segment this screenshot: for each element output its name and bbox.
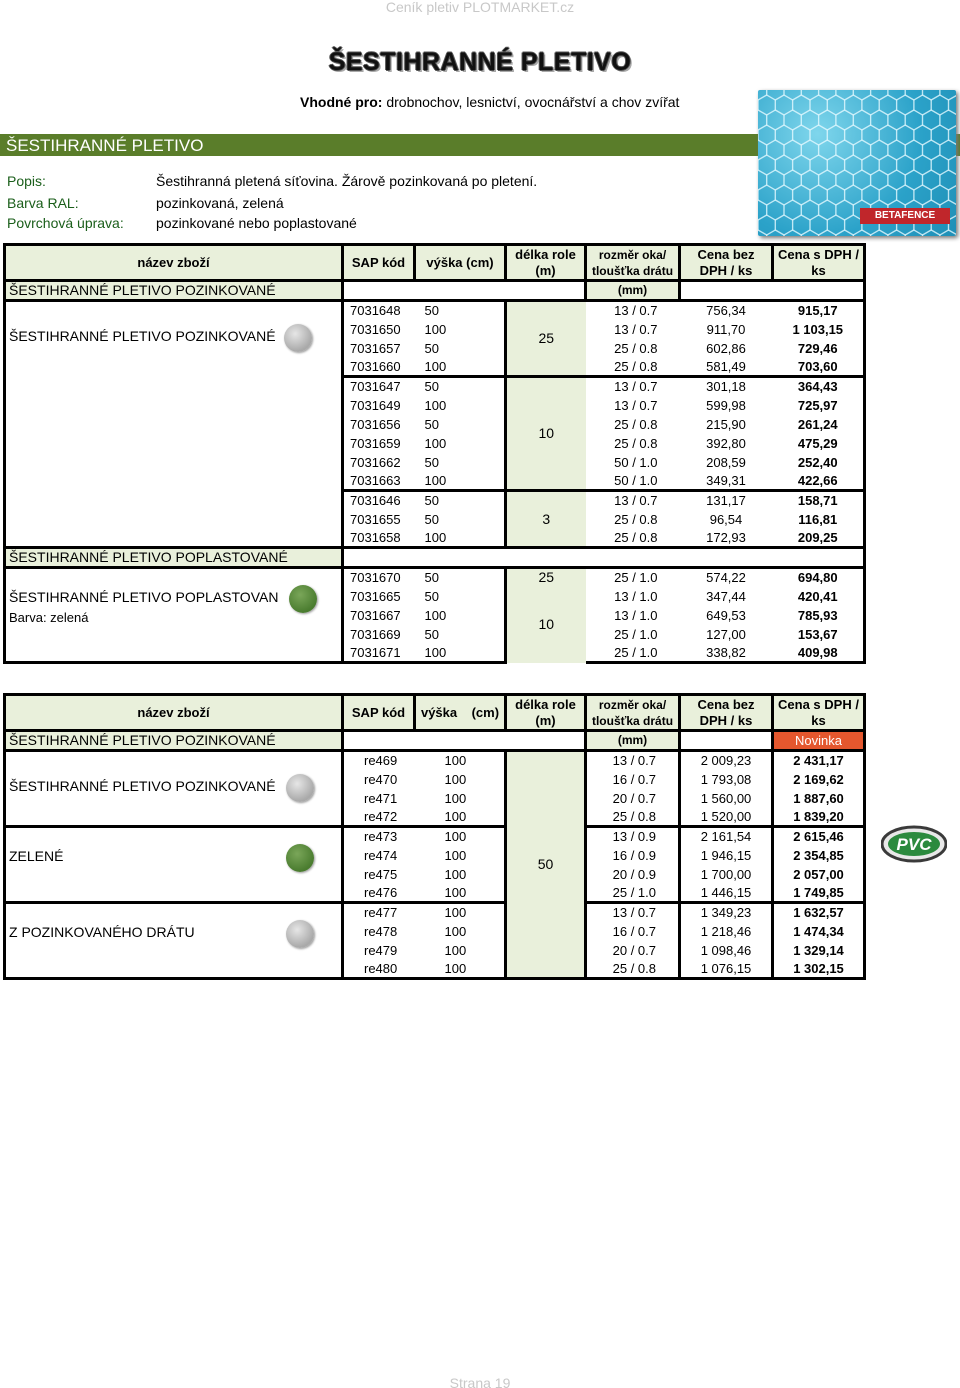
hdr-vyska: výška (cm) [415, 245, 506, 281]
height: 100 [424, 529, 447, 545]
price-vat: 158,71 [773, 491, 865, 510]
height: 100 [444, 923, 467, 939]
sap-code: 7031665 [343, 587, 415, 606]
price: 1 446,15 [680, 884, 773, 903]
price: 347,44 [706, 588, 746, 604]
price-vat: 1 302,15 [773, 960, 865, 979]
price: 1 218,46 [680, 922, 773, 941]
hdr2-rozmer: rozměr oka/ tloušťka drátu [586, 695, 680, 731]
hdr-rozmer: rozměr oka/ tloušťka drátu [586, 245, 680, 281]
height: 50 [424, 303, 439, 319]
page-footer: Strana 19 [449, 1375, 511, 1388]
hdr-delka: délka role (m) [506, 245, 586, 281]
sap-code: re471 [343, 789, 415, 808]
mesh-size: 13 / 0.7 [586, 377, 680, 396]
height: 100 [444, 808, 467, 824]
galvanized-swatch-icon [284, 324, 312, 352]
roll-length: 25 [506, 301, 586, 377]
mesh-size: 20 / 0.7 [586, 789, 680, 808]
sap-code: re476 [343, 884, 415, 903]
height: 100 [444, 942, 467, 958]
sap-code: 7031659 [343, 434, 415, 453]
height: 100 [415, 827, 506, 846]
green-swatch-icon [286, 844, 314, 872]
price: 1 098,46 [680, 941, 773, 960]
sap-code: 7031667 [343, 606, 415, 625]
product-name: ŠESTIHRANNÉ PLETIVO POZINKOVANÉ [9, 328, 276, 344]
group2-pozink: ŠESTIHRANNÉ PLETIVO POZINKOVANÉ [5, 731, 343, 751]
mesh-size: 25 / 0.8 [614, 511, 658, 527]
product-name-pozink2: ŠESTIHRANNÉ PLETIVO POZINKOVANÉ [9, 778, 276, 794]
hdr2-vyska: výška (cm) [415, 695, 506, 731]
height: 50 [424, 454, 439, 470]
pvc-logo-text: PVC [896, 835, 932, 854]
hdr2-rozmer-unit: (mm) [586, 731, 680, 751]
price-vat: 1 329,14 [773, 941, 865, 960]
mesh-size: 13 / 1.0 [614, 588, 658, 604]
mesh-size: 20 / 0.7 [586, 941, 680, 960]
price: 127,00 [706, 626, 746, 642]
hdr2-delka: délka role (m) [506, 695, 586, 731]
sap-code: 7031656 [343, 415, 415, 434]
height: 50 [415, 377, 506, 396]
mesh-size: 13 / 0.7 [586, 903, 680, 922]
price-vat: 1 839,20 [773, 808, 865, 827]
price-vat: 725,97 [773, 396, 865, 415]
table-row [5, 301, 865, 320]
mesh-size: 25 / 0.8 [614, 416, 658, 432]
height: 100 [444, 771, 467, 787]
price: 911,70 [706, 321, 746, 337]
novinka-badge: Novinka [773, 731, 865, 751]
price: 1 700,00 [680, 865, 773, 884]
mesh-size: 16 / 0.7 [586, 922, 680, 941]
price-vat: 475,29 [773, 434, 865, 453]
price-vat: 1 103,15 [773, 320, 865, 339]
price-vat: 1 749,85 [773, 884, 865, 903]
price: 131,17 [680, 491, 773, 510]
purpose-value: drobnochov, lesnictví, ovocnářství a chov zvířat [386, 94, 680, 110]
price: 1 076,15 [680, 960, 773, 979]
price: 574,22 [706, 570, 746, 586]
sap-code: re470 [343, 770, 415, 789]
mesh-size: 25 / 0.8 [614, 358, 658, 374]
hdr2-nazev: název zboží [5, 695, 343, 731]
roll-length: 25 [506, 568, 586, 587]
mesh-size: 25 / 0.8 [614, 340, 658, 356]
price-vat: 422,66 [773, 472, 865, 491]
mesh-size: 50 / 1.0 [614, 472, 658, 488]
mesh-size: 13 / 0.7 [614, 397, 658, 413]
price: 172,93 [706, 529, 746, 545]
table2-header-row [5, 695, 865, 731]
galvanized-swatch-icon [286, 920, 314, 948]
price: 649,53 [706, 607, 746, 623]
price-table-1 [3, 243, 866, 664]
height: 100 [415, 644, 506, 663]
price-table-2 [3, 693, 866, 980]
mesh-size: 13 / 0.7 [614, 321, 658, 337]
sap-code: 7031671 [343, 644, 415, 663]
price: 1 793,08 [680, 770, 773, 789]
height: 50 [424, 626, 439, 642]
mesh-size: 16 / 0.7 [586, 770, 680, 789]
price-vat: 1 632,57 [773, 903, 865, 922]
sap-code: 7031660 [343, 358, 415, 377]
roll-length: 10 [506, 377, 586, 491]
price-vat: 252,40 [773, 453, 865, 472]
price: 581,49 [706, 358, 746, 374]
barva-value: pozinkovaná, zelená [156, 195, 284, 211]
product-color-note: Barva: zelená [9, 610, 89, 625]
hdr2-cena: Cena bez DPH / ks [680, 695, 773, 731]
price-vat: 2 431,17 [773, 751, 865, 770]
mesh-size: 13 / 0.7 [586, 491, 680, 510]
popis-value: Šestihranná pletená síťovina. Žárově pozinkovaná po pletení. [156, 173, 538, 189]
sap-code: 7031647 [343, 377, 415, 396]
height: 100 [424, 397, 447, 413]
mesh-size: 50 / 1.0 [614, 454, 658, 470]
sap-code: 7031657 [343, 339, 415, 358]
price-vat: 1 474,34 [773, 922, 865, 941]
table1-subheader-row [5, 281, 865, 301]
sap-code: 7031655 [343, 510, 415, 529]
uprava-label: Povrchová úprava: [7, 215, 124, 231]
table-row [5, 568, 865, 587]
height: 100 [424, 607, 447, 623]
hdr-nazev: název zboží [5, 245, 343, 281]
mesh-size: 25 / 1.0 [614, 626, 658, 642]
sap-code: re474 [343, 846, 415, 865]
table-row [5, 903, 865, 922]
price: 1 520,00 [680, 808, 773, 827]
price-vat: 420,41 [773, 587, 865, 606]
price-vat: 703,60 [773, 358, 865, 377]
purpose-label: Vhodné pro: [300, 94, 383, 110]
hdr-cena: Cena bez DPH / ks [680, 245, 773, 281]
hdr2-cenadph: Cena s DPH / ks [773, 695, 865, 731]
price-vat: 153,67 [773, 625, 865, 644]
sap-code: re478 [343, 922, 415, 941]
sap-code: re479 [343, 941, 415, 960]
price-vat: 915,17 [773, 301, 865, 320]
price: 349,31 [706, 472, 746, 488]
group-pozink: ŠESTIHRANNÉ PLETIVO POZINKOVANÉ [5, 281, 343, 301]
roll-length: 50 [506, 751, 586, 979]
height: 50 [424, 511, 439, 527]
price: 599,98 [706, 397, 746, 413]
mesh-size: 16 / 0.9 [586, 846, 680, 865]
sap-code: 7031650 [343, 320, 415, 339]
price: 756,34 [706, 303, 746, 319]
height: 100 [424, 435, 447, 451]
product-cell [5, 751, 343, 827]
price-vat: 2 354,85 [773, 846, 865, 865]
pvc-logo [881, 824, 947, 864]
price: 1 560,00 [680, 789, 773, 808]
product-name-poplast: ŠESTIHRANNÉ PLETIVO POPLASTOVAN [9, 589, 279, 605]
price-vat: 694,80 [773, 568, 865, 587]
price: 2 009,23 [680, 751, 773, 770]
mesh-size: 25 / 1.0 [586, 644, 680, 663]
price: 301,18 [680, 377, 773, 396]
mesh-size: 25 / 0.8 [586, 808, 680, 827]
popis-label: Popis: [7, 173, 46, 189]
height: 100 [444, 884, 467, 900]
table-row [5, 751, 865, 770]
sap-code: 7031662 [343, 453, 415, 472]
product-cell-pozink [5, 301, 343, 548]
height: 50 [424, 340, 439, 356]
height: 50 [424, 570, 439, 586]
price-vat: 2 615,46 [773, 827, 865, 846]
barva-label: Barva RAL: [7, 195, 79, 211]
mesh-size: 13 / 0.9 [586, 827, 680, 846]
price-vat: 2 057,00 [773, 865, 865, 884]
sap-code: re469 [343, 751, 415, 770]
sap-code: re475 [343, 865, 415, 884]
roll-length: 3 [506, 491, 586, 548]
price-vat: 116,81 [773, 510, 865, 529]
price-vat: 1 887,60 [773, 789, 865, 808]
height: 50 [415, 491, 506, 510]
uprava-value: pozinkované nebo poplastované [156, 215, 357, 231]
mesh-size: 13 / 0.7 [586, 751, 680, 770]
table1-header-row [5, 245, 865, 281]
sap-code: 7031648 [343, 301, 415, 320]
height: 100 [444, 866, 467, 882]
product-cell [5, 827, 343, 903]
hdr-cenadph: Cena s DPH / ks [773, 245, 865, 281]
height: 100 [424, 321, 447, 337]
mesh-size: 25 / 1.0 [586, 884, 680, 903]
price-vat: 261,24 [773, 415, 865, 434]
price: 215,90 [706, 416, 746, 432]
mesh-size: 25 / 0.8 [614, 529, 658, 545]
purpose-line [300, 94, 679, 110]
sap-code: re480 [343, 960, 415, 979]
height: 100 [424, 472, 447, 488]
sap-code: 7031646 [343, 491, 415, 510]
product-photo [758, 90, 956, 236]
height: 100 [415, 903, 506, 922]
hdr2-sap: SAP kód [343, 695, 415, 731]
roll-length: 10 [506, 587, 586, 663]
price-vat: 729,46 [773, 339, 865, 358]
hdr-rozmer-unit: (mm) [586, 281, 680, 301]
price-vat: 409,98 [773, 644, 865, 663]
mesh-size: 13 / 1.0 [614, 607, 658, 623]
height: 100 [444, 753, 467, 769]
sap-code: 7031658 [343, 529, 415, 548]
mesh-size: 13 / 0.7 [614, 303, 658, 319]
height: 50 [424, 588, 439, 604]
price: 2 161,54 [680, 827, 773, 846]
price: 1 946,15 [680, 846, 773, 865]
betafence-logo: BETAFENCE [860, 208, 950, 224]
product-name-zelene: ZELENÉ [9, 848, 64, 864]
price: 208,59 [706, 454, 746, 470]
price: 338,82 [680, 644, 773, 663]
site-header: Ceník pletiv PLOTMARKET.cz [385, 0, 575, 15]
table1-group-row [5, 548, 865, 568]
mesh-size: 25 / 1.0 [614, 570, 658, 586]
sap-code: re473 [343, 827, 415, 846]
mesh-size: 20 / 0.9 [586, 865, 680, 884]
galvanized-swatch-icon [286, 774, 314, 802]
price: 1 349,23 [680, 903, 773, 922]
product-cell-poplast [5, 568, 343, 663]
product-cell [5, 903, 343, 979]
table2-subheader-row [5, 731, 865, 751]
sap-code: 7031663 [343, 472, 415, 491]
sap-code: 7031670 [343, 568, 415, 587]
height: 100 [444, 847, 467, 863]
mesh-size: 25 / 0.8 [586, 960, 680, 979]
mesh-size: 25 / 0.8 [614, 435, 658, 451]
price: 96,54 [709, 511, 743, 527]
height: 100 [415, 960, 506, 979]
price-vat: 785,93 [773, 606, 865, 625]
section-title: ŠESTIHRANNÉ PLETIVO [6, 136, 204, 155]
price-vat: 209,25 [773, 529, 865, 548]
page-title: ŠESTIHRANNÉ PLETIVO [328, 48, 632, 76]
table-row [5, 827, 865, 846]
sap-code: re472 [343, 808, 415, 827]
price: 602,86 [706, 340, 746, 356]
hdr-sap: SAP kód [343, 245, 415, 281]
height: 50 [424, 416, 439, 432]
price-vat: 364,43 [773, 377, 865, 396]
group-poplast: ŠESTIHRANNÉ PLETIVO POPLASTOVANÉ [5, 548, 343, 568]
price-vat: 2 169,62 [773, 770, 865, 789]
price: 392,80 [706, 435, 746, 451]
sap-code: 7031669 [343, 625, 415, 644]
sap-code: 7031649 [343, 396, 415, 415]
product-name-drat: Z POZINKOVANÉHO DRÁTU [9, 924, 195, 940]
sap-code: re477 [343, 903, 415, 922]
green-swatch-icon [289, 585, 317, 613]
height: 100 [424, 358, 447, 374]
height: 100 [444, 790, 467, 806]
